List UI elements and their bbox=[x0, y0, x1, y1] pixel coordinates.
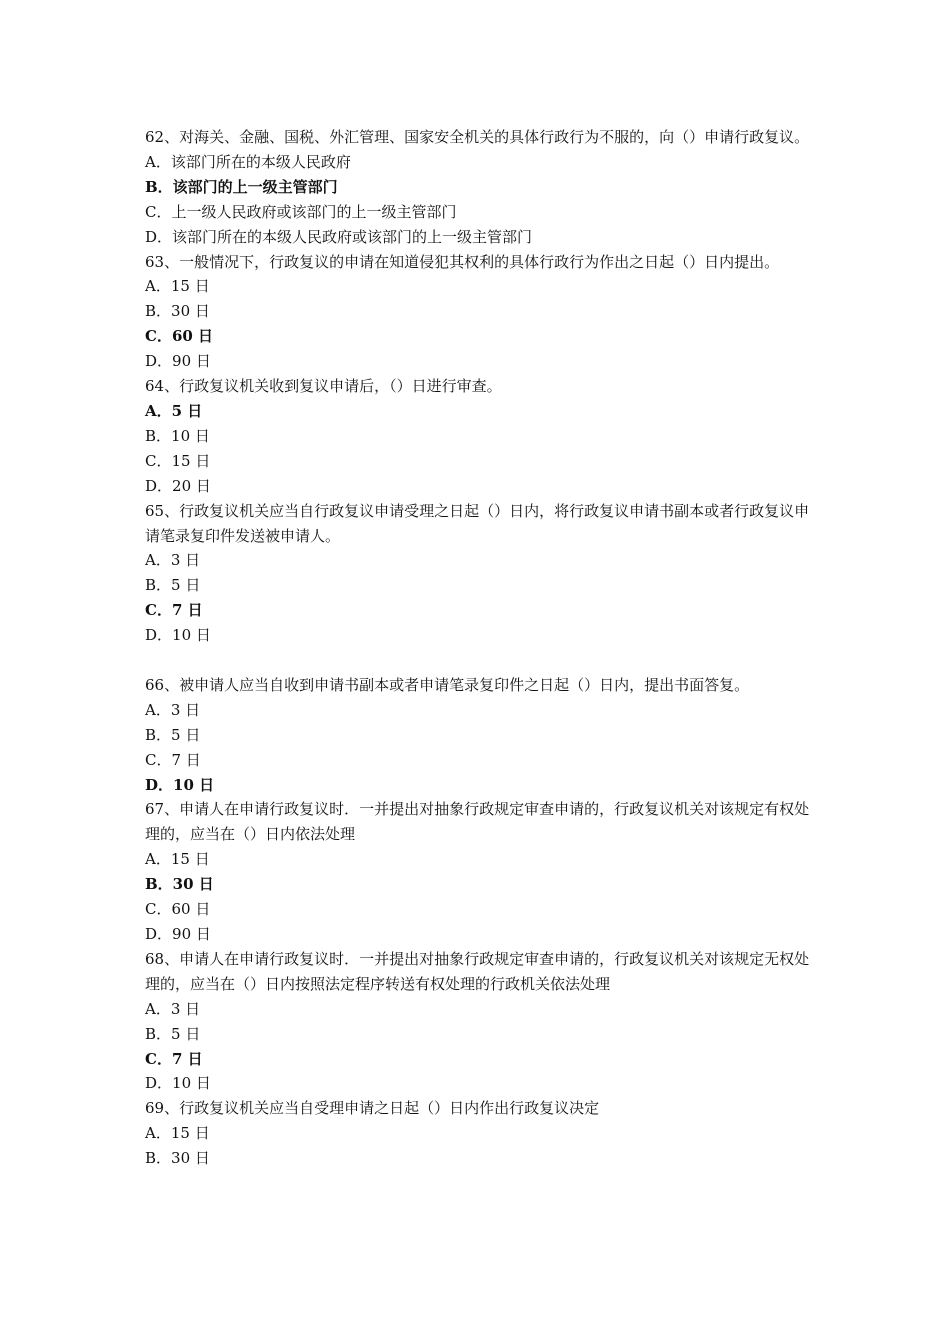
question-66-option-c: C．7 日 bbox=[145, 750, 201, 769]
question-67-stem: 67、申请人在申请行政复议时．一并提出对抽象行政规定审查申请的，行政复议机关对该规定有权处理的，应当在（）日内依法处理 bbox=[145, 800, 810, 844]
question-list bbox=[145, 125, 810, 1171]
question-66-option-a: A．3 日 bbox=[145, 700, 201, 719]
question-64-option-a-answer: A．5 日 bbox=[145, 401, 203, 420]
blank-line bbox=[145, 648, 810, 673]
question-68-option-b: B．5 日 bbox=[145, 1024, 201, 1043]
question-66-option-d-answer: D．10 日 bbox=[145, 775, 215, 794]
question-62-stem: 62、对海关、金融、国税、外汇管理、国家安全机关的具体行政行为不服的，向（）申请行政复议。 bbox=[145, 128, 810, 146]
question-62-option-a: A．该部门所在的本级人民政府 bbox=[145, 152, 351, 171]
question-62-option-b-answer: B．该部门的上一级主管部门 bbox=[145, 177, 338, 196]
question-66-option-b: B．5 日 bbox=[145, 725, 201, 744]
question-63-stem: 63、一般情况下，行政复议的申请在知道侵犯其权利的具体行政行为作出之日起（）日内提出。 bbox=[145, 252, 780, 271]
question-63-option-c-answer: C．60 日 bbox=[145, 327, 214, 346]
question-64-option-c: C．15 日 bbox=[145, 451, 211, 470]
question-68-option-a: A．3 日 bbox=[145, 999, 201, 1018]
question-62-option-d: D．该部门所在的本级人民政府或该部门的上一级主管部门 bbox=[145, 227, 533, 246]
question-68-option-c-answer: C．7 日 bbox=[145, 1049, 203, 1068]
question-64-option-d: D．20 日 bbox=[145, 476, 211, 495]
question-62-option-c: C．上一级人民政府或该部门的上一级主管部门 bbox=[145, 202, 457, 221]
question-63-option-a: A．15 日 bbox=[145, 277, 210, 296]
question-65-option-c-answer: C．7 日 bbox=[145, 601, 203, 620]
question-68-option-d: D．10 日 bbox=[145, 1074, 211, 1093]
question-69-option-a: A．15 日 bbox=[145, 1124, 210, 1143]
question-67-option-c: C．60 日 bbox=[145, 900, 211, 919]
question-68-stem: 68、申请人在申请行政复议时．一并提出对抽象行政规定审查申请的，行政复议机关对该规定无权处理的，应当在（）日内按照法定程序转送有权处理的行政机关依法处理 bbox=[145, 949, 810, 993]
question-65-stem: 65、行政复议机关应当自行政复议申请受理之日起（）日内，将行政复议申请书副本或者行政复议申请笔录复印件发送被申请人。 bbox=[145, 501, 810, 545]
question-67-option-b-answer: B．30 日 bbox=[145, 875, 214, 894]
question-64-option-b: B．10 日 bbox=[145, 426, 210, 445]
question-65-option-a: A．3 日 bbox=[145, 551, 201, 570]
question-64-stem: 64、行政复议机关收到复议申请后，（）日进行审查。 bbox=[145, 377, 502, 396]
question-67-option-d: D．90 日 bbox=[145, 924, 211, 943]
question-66-stem: 66、被申请人应当自收到申请书副本或者申请笔录复印件之日起（）日内，提出书面答复。 bbox=[145, 675, 750, 694]
question-69-stem: 69、行政复议机关应当自受理申请之日起（）日内作出行政复议决定 bbox=[145, 1099, 600, 1118]
question-65-option-b: B．5 日 bbox=[145, 576, 201, 595]
question-65-option-d: D．10 日 bbox=[145, 626, 211, 645]
question-69-option-b: B．30 日 bbox=[145, 1149, 210, 1168]
question-67-option-a: A．15 日 bbox=[145, 850, 210, 869]
question-63-option-b: B．30 日 bbox=[145, 302, 210, 321]
question-63-option-d: D．90 日 bbox=[145, 352, 211, 371]
